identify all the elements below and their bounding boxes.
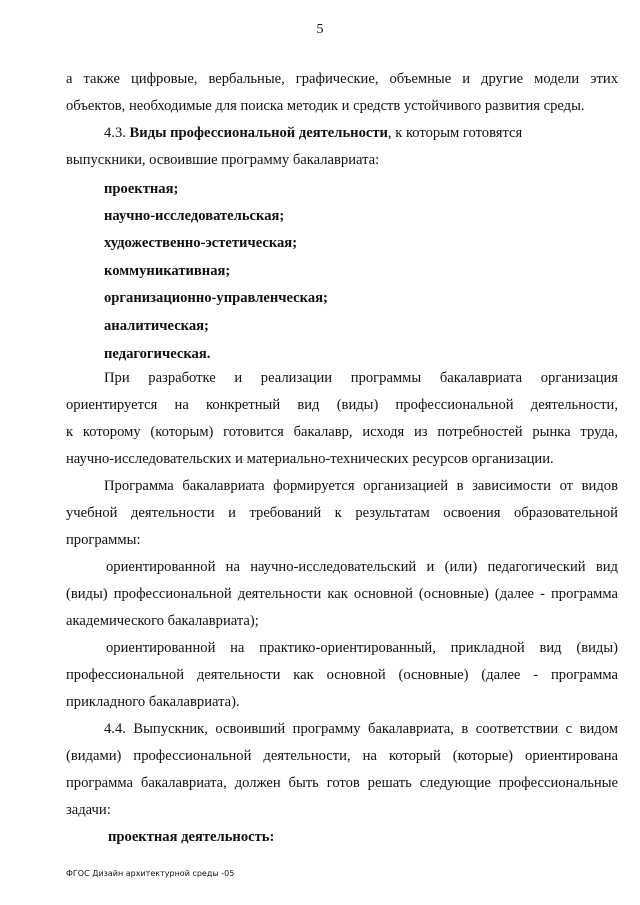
text-line: к которому (которым) готовится бакалавр, исходя из потребностей рынка труда, [66, 424, 618, 440]
text-line: выпускники, освоившие программу бакалавриата: [66, 152, 380, 168]
text-line: (видами) профессиональной деятельности, на который (которые) ориентирована [66, 748, 618, 764]
text-line: (виды) профессиональной деятельности как основной (основные) (далее - программа [66, 586, 618, 602]
text-line: научно-исследовательских и материально-технических ресурсов организации. [66, 451, 554, 467]
activity-item: коммуникативная; [104, 263, 231, 279]
activity-item: аналитическая; [104, 318, 209, 334]
section-4-3-line [104, 124, 618, 142]
page-number: 5 [316, 22, 324, 37]
text-line: ориентированной на практико-ориентированный, прикладной вид (виды) [106, 640, 618, 656]
section-title-bold: Виды профессиональной деятельности [129, 125, 388, 141]
text-line: задачи: [66, 802, 111, 818]
section-number: 4.3. [104, 125, 126, 141]
section-heading: проектная деятельность: [108, 829, 275, 845]
text-line: 4.4. Выпускник, освоивший программу бакалавриата, в соответствии с видом [104, 721, 618, 737]
activity-item: педагогическая. [104, 346, 211, 362]
text-line: ориентированной на научно-исследовательский и (или) педагогический вид [106, 559, 618, 575]
page-footer: ФГОС Дизайн архитектурной среды -05 [66, 869, 235, 878]
text-line: а также цифровые, вербальные, графические, объемные и другие модели этих [66, 71, 618, 87]
text-line: учебной деятельности и требований к результатам освоения образовательной [66, 505, 618, 521]
text-line: профессиональной деятельности как основной (основные) (далее - программа [66, 667, 618, 683]
text-line: При разработке и реализации программы бакалавриата организация [104, 370, 618, 386]
text-line: прикладного бакалавриата). [66, 694, 240, 710]
text-line: академического бакалавриата); [66, 613, 259, 629]
activity-item: научно-исследовательская; [104, 208, 285, 224]
text-line: ориентируется на конкретный вид (виды) профессиональной деятельности, [66, 397, 618, 413]
activity-item: художественно-эстетическая; [104, 235, 298, 251]
text-fragment: , к которым готовятся [387, 125, 523, 141]
activity-item: организационно-управленческая; [104, 290, 328, 306]
text-line: программа бакалавриата, должен быть готов решать следующие профессиональные [66, 775, 618, 791]
activity-item: проектная; [104, 181, 179, 197]
text-line: Программа бакалавриата формируется организацией в зависимости от видов [104, 478, 618, 494]
text-line: объектов, необходимые для поиска методик и средств устойчивого развития среды. [66, 98, 585, 114]
text-line: программы: [66, 532, 141, 548]
